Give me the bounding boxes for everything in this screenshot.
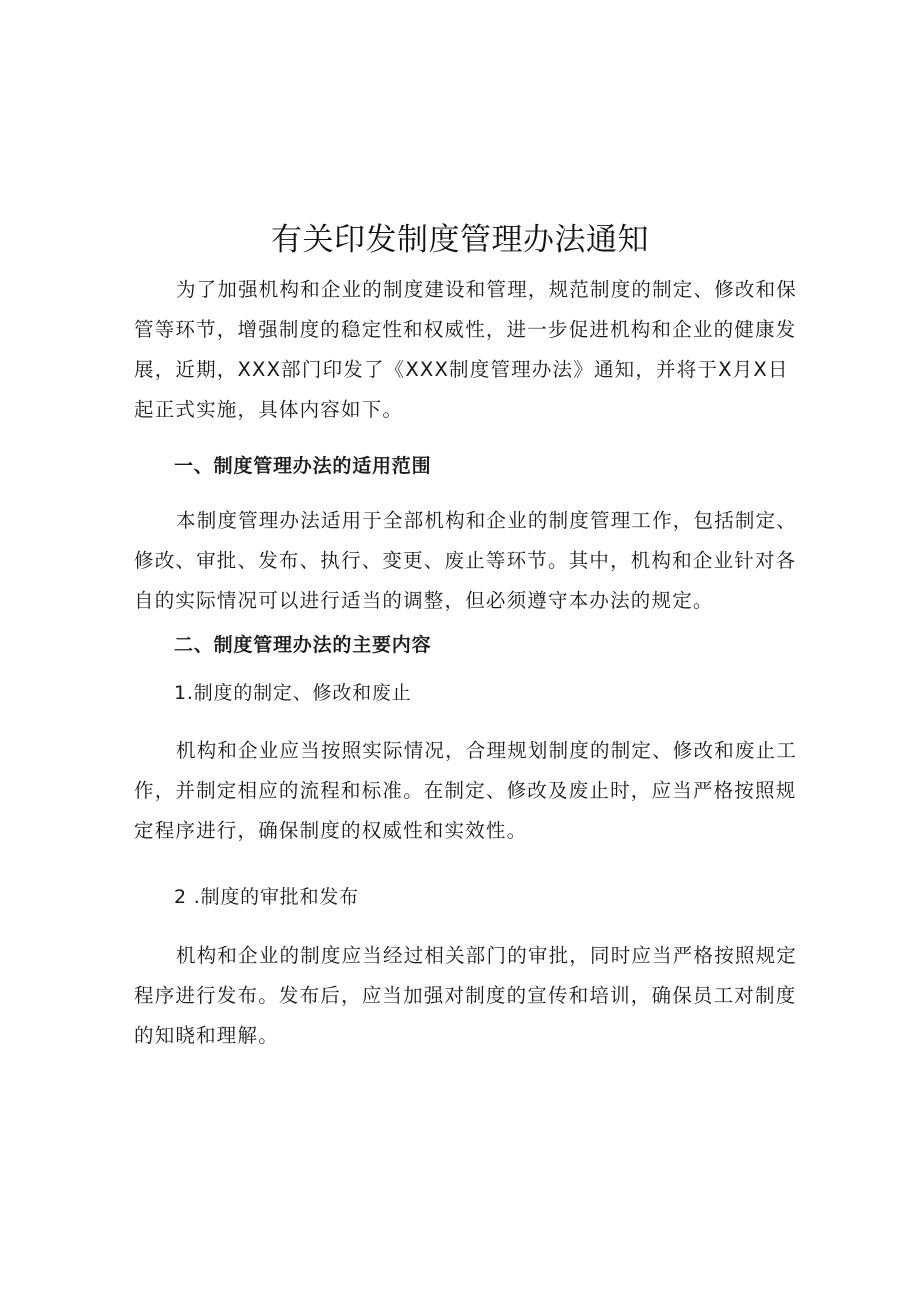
document-title: 有关印发制度管理办法通知 (271, 222, 649, 258)
paragraph-line: 的知晓和理解。 (134, 1024, 279, 1047)
paragraph-line: 起正式实施，具体内容如下。 (134, 398, 404, 421)
paragraph-line: 机构和企业应当按照实际情况，合理规划制度的制定、修改和废止工 (176, 739, 798, 762)
paragraph-line: 定程序进行，确保制度的权威性和实效性。 (134, 819, 528, 842)
intro-paragraph (134, 270, 798, 430)
scope-paragraph (134, 501, 798, 621)
paragraph-line: 为了加强机构和企业的制度建设和管理，规范制度的制定、修改和保 (176, 278, 798, 301)
paragraph-line: 作，并制定相应的流程和标准。在制定、修改及废止时，应当严格按照规 (134, 779, 797, 802)
paragraph-line: 自的实际情况可以进行适当的调整，但必须遵守本办法的规定。 (134, 589, 714, 612)
subsection-heading-approval: 2 .制度的审批和发布 (174, 886, 359, 908)
formulation-paragraph (134, 731, 798, 851)
section-heading-content: 二、制度管理办法的主要内容 (174, 634, 432, 656)
paragraph-line: 本制度管理办法适用于全部机构和企业的制度管理工作，包括制定、 (176, 509, 798, 532)
subsection-heading-formulation: 1.制度的制定、修改和废止 (174, 682, 412, 704)
section-heading-scope: 一、制度管理办法的适用范围 (174, 455, 432, 477)
paragraph-line: 管等环节，增强制度的稳定性和权威性，进一步促进机构和企业的健康发 (134, 318, 797, 341)
paragraph-line: 修改、审批、发布、执行、变更、废止等环节。其中，机构和企业针对各 (134, 549, 797, 572)
paragraph-line: 机构和企业的制度应当经过相关部门的审批，同时应当严格按照规定 (176, 944, 798, 967)
paragraph-line: 展，近期，XXX部门印发了《XXX制度管理办法》通知，并将于X月X日 (134, 358, 789, 381)
paragraph-line: 程序进行发布。发布后，应当加强对制度的宣传和培训，确保员工对制度 (134, 984, 797, 1007)
approval-paragraph (134, 936, 798, 1056)
